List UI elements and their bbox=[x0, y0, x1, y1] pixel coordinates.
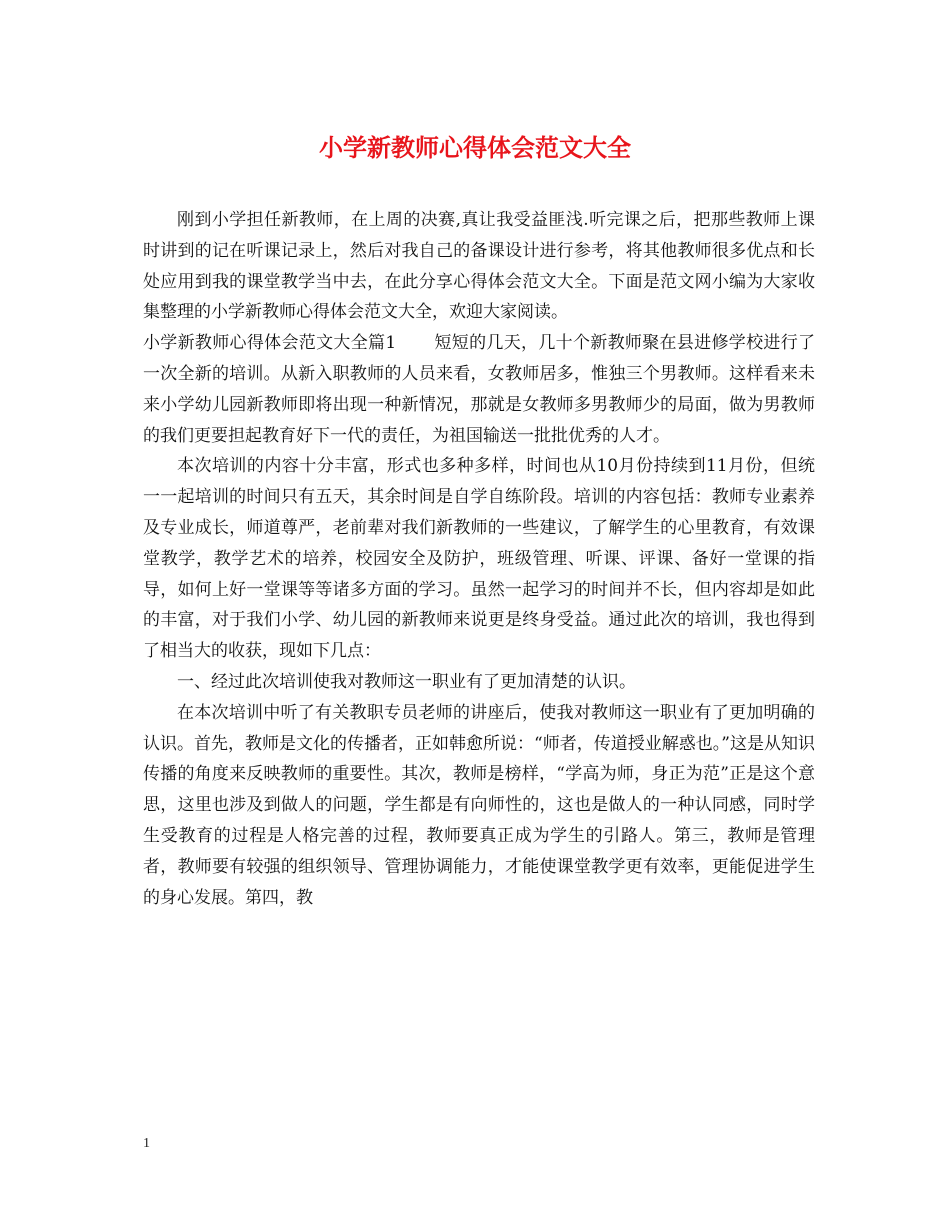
teacher-role-paragraph: 在本次培训中听了有关教职专员老师的讲座后，使我对教师这一职业有了更加明确的认识。首先，教师是文化的传播者，正如韩愈所说：“师者，传道授业解惑也。”这是从知识传播的角度来反映教师的重要性。其次，教师是榜样，“学高为师，身正为范”正是这个意思，这里也涉及到做人的问题，学生都是有向师性的，这也是做人的一种认同感，同时学生受教育的过程是人格完善的过程，教师要真正成为学生的引路人。第三，教师是管理者，教师要有较强的组织领导、管理协调能力，才能使课堂教学更有效率，更能促进学生的身心发展。第四，教 bbox=[143, 702, 815, 908]
document-body bbox=[143, 205, 815, 913]
intro-paragraph: 刚到小学担任新教师，在上周的决赛,真让我受益匪浅.听完课之后，把那些教师上课时讲到的记在听课记录上，然后对我自己的备课设计进行参考，将其他教师很多优点和长处应用到我的课堂教学当中去，在此分享心得体会范文大全。下面是范文网小编为大家收集整理的小学新教师心得体会范文大全，欢迎大家阅读。 bbox=[143, 210, 815, 323]
document-title: 小学新教师心得体会范文大全 bbox=[319, 133, 631, 162]
section-heading: 小学新教师心得体会范文大全篇1 bbox=[143, 333, 397, 354]
page-number: 1 bbox=[143, 1136, 150, 1151]
section-paragraph bbox=[143, 328, 815, 451]
section-text: 短短的几天，几十个新教师聚在县进修学校进行了一次全新的培训。从新入职教师的人员来看，女教师居多，惟独三个男教师。这样看来未来小学幼儿园新教师即将出现一种新情况，那就是女教师多男教师少的局面，做为男教师的我们更要担起教育好下一代的责任，为祖国输送一批批优秀的人才。 bbox=[143, 333, 815, 446]
point-one-heading: 一、经过此次培训使我对教师这一职业有了更加清楚的认识。 bbox=[177, 671, 636, 692]
training-content-paragraph: 本次培训的内容十分丰富，形式也多种多样，时间也从10月份持续到11月份，但统一一起培训的时间只有五天，其余时间是自学自练阶段。培训的内容包括：教师专业素养及专业成长，师道尊严，老前辈对我们新教师的一些建议，了解学生的心里教育，有效课堂教学，教学艺术的培养，校园安全及防护，班级管理、听课、评课、备好一堂课的指导，如何上好一堂课等等诸多方面的学习。虽然一起学习的时间并不长，但内容却是如此的丰富，对于我们小学、幼儿园的新教师来说更是终身受益。通过此次的培训，我也得到了相当大的收获，现如下几点： bbox=[143, 456, 815, 662]
